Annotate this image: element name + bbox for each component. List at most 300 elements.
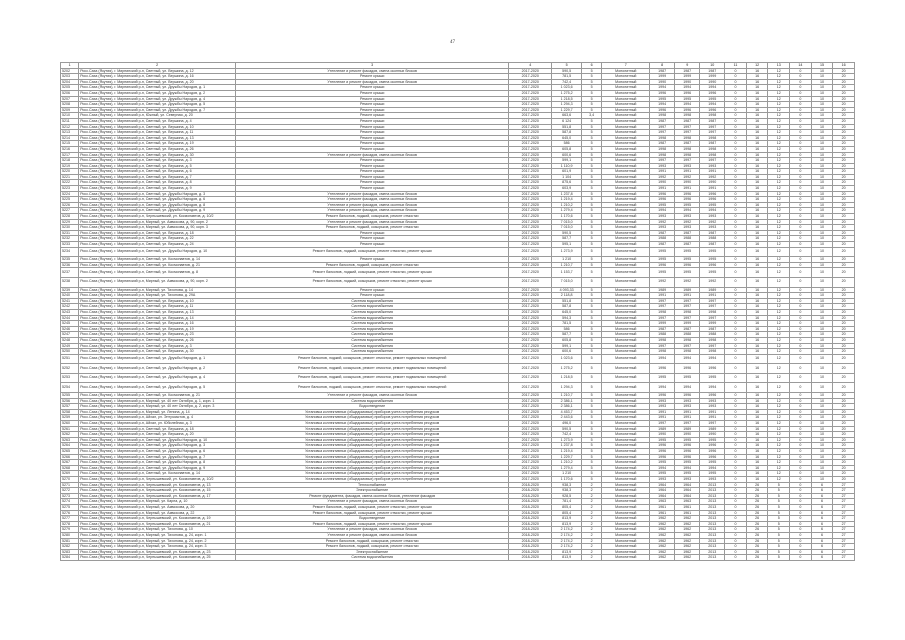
value-cell: 6 xyxy=(811,544,833,550)
value-cell: 16 xyxy=(746,315,768,321)
value-cell: 12 xyxy=(768,146,790,152)
wall-type-cell: Монолитный xyxy=(602,293,650,299)
floors-cell: 5 xyxy=(581,68,601,74)
address-cell: Росс.Саха (Якутия), г. Мирнинский р-н, Чернышевский, ул. Космонавтов, д. 13 xyxy=(79,482,236,488)
value-cell: 20 xyxy=(833,79,855,85)
period-cell: 2017-2020 xyxy=(509,135,552,141)
floors-cell: 5 xyxy=(581,293,601,299)
year-commissioned-cell: 1993 xyxy=(675,214,700,220)
value-cell: 0 xyxy=(725,257,747,263)
value-cell: 12 xyxy=(768,268,790,278)
year-repair-cell: 1995 xyxy=(700,268,725,278)
value-cell: 0 xyxy=(790,454,812,460)
year-repair-cell: 2013 xyxy=(700,482,725,488)
period-cell: 2017-2020 xyxy=(509,141,552,147)
value-cell: 20 xyxy=(833,158,855,164)
row-number: 5258 xyxy=(61,409,79,415)
year-built-cell: 1990 xyxy=(650,79,675,85)
floors-cell: 5 xyxy=(581,135,601,141)
work-type-cell: Ремонт крыши xyxy=(236,85,509,91)
year-commissioned-cell: 1992 xyxy=(675,277,700,287)
value-cell: 10 xyxy=(811,309,833,315)
value-cell: 6 xyxy=(811,516,833,522)
value-cell: 0 xyxy=(725,527,747,533)
value-cell: 16 xyxy=(746,85,768,91)
value-cell: 0 xyxy=(790,354,812,364)
address-cell: Росс.Саха (Якутия), г. Мирнинский р-н, Светлый, ул. Дружбы Народов, д. 8 xyxy=(79,460,236,466)
value-cell: 0 xyxy=(790,449,812,455)
value-cell: 16 xyxy=(746,96,768,102)
area-cell: 645,0 xyxy=(552,309,582,315)
address-cell: Росс.Саха (Якутия), г. Мирнинский р-н, Светлый, ул. Вершина, д. 26 xyxy=(79,337,236,343)
value-cell: 10 xyxy=(811,393,833,399)
year-commissioned-cell: 1997 xyxy=(675,421,700,427)
period-cell: 2017-2020 xyxy=(509,454,552,460)
year-commissioned-cell: 1993 xyxy=(675,225,700,231)
period-cell: 2018-2020 xyxy=(509,555,552,561)
period-cell: 2017-2020 xyxy=(509,398,552,404)
year-commissioned-cell: 1998 xyxy=(675,349,700,355)
work-type-cell: Система водоснабжения xyxy=(236,321,509,327)
value-cell: 0 xyxy=(790,415,812,421)
floors-cell: 2 xyxy=(581,516,601,522)
year-repair-cell: 1999 xyxy=(700,321,725,327)
value-cell: 0 xyxy=(790,364,812,374)
floors-cell: 5 xyxy=(581,180,601,186)
year-commissioned-cell: 1996 xyxy=(675,449,700,455)
wall-type-cell: Монолитный xyxy=(602,268,650,278)
area-cell: 805,4 xyxy=(552,504,582,510)
value-cell: 20 xyxy=(833,163,855,169)
floors-cell: 5 xyxy=(581,454,601,460)
value-cell: 0 xyxy=(790,163,812,169)
work-type-cell: Утепление и ремонт фасадов, смена оконных блоков xyxy=(236,208,509,214)
row-number: 5202 xyxy=(61,68,79,74)
period-cell: 2017-2020 xyxy=(509,432,552,438)
value-cell: 0 xyxy=(725,476,747,482)
work-type-cell: Ремонт балконов, лоджий, козырьков, ремонт отмостки, ремонт крыши xyxy=(236,504,509,510)
address-cell: Росс.Саха (Якутия), г. Мирнинский р-н, Мирный, ул. 40 лет Октября, д. 2, корп. 3 xyxy=(79,404,236,410)
floors-cell: 5 xyxy=(581,321,601,327)
row-number: 5265 xyxy=(61,449,79,455)
value-cell: 26 xyxy=(746,493,768,499)
value-cell: 26 xyxy=(746,555,768,561)
row-number: 5206 xyxy=(61,90,79,96)
work-type-cell: Утепление и ремонт фасадов, смена оконных блоков xyxy=(236,219,509,225)
year-repair-cell: 1996 xyxy=(700,191,725,197)
row-number: 5256 xyxy=(61,398,79,404)
value-cell: 12 xyxy=(768,332,790,338)
value-cell: 16 xyxy=(746,135,768,141)
value-cell: 0 xyxy=(725,304,747,310)
address-cell: Росс.Саха (Якутия), г. Мирнинский р-н, Светлый, ул. Вершина, д. 6 xyxy=(79,169,236,175)
value-cell: 20 xyxy=(833,364,855,374)
row-number: 5229 xyxy=(61,219,79,225)
period-cell: 2017-2020 xyxy=(509,257,552,263)
row-number: 5226 xyxy=(61,202,79,208)
period-cell: 2017-2020 xyxy=(509,315,552,321)
value-cell: 16 xyxy=(746,141,768,147)
value-cell: 0 xyxy=(725,332,747,338)
year-repair-cell: 1993 xyxy=(700,398,725,404)
row-number: 5264 xyxy=(61,443,79,449)
period-cell: 2018-2020 xyxy=(509,499,552,505)
year-commissioned-cell: 1997 xyxy=(675,298,700,304)
address-cell: Росс.Саха (Якутия), г. Мирнинский р-н, Чернышевский, ул. Космонавтов, д. 10/2 xyxy=(79,214,236,220)
value-cell: 0 xyxy=(790,409,812,415)
value-cell: 0 xyxy=(725,191,747,197)
year-commissioned-cell: 1992 xyxy=(675,219,700,225)
value-cell: 10 xyxy=(811,443,833,449)
value-cell: 12 xyxy=(768,118,790,124)
period-cell: 2017-2020 xyxy=(509,437,552,443)
floors-cell: 2 xyxy=(581,499,601,505)
area-cell: 1 104 xyxy=(552,174,582,180)
row-number: 5247 xyxy=(61,332,79,338)
floors-cell: 5 xyxy=(581,426,601,432)
column-header: 11 xyxy=(725,63,747,69)
value-cell: 20 xyxy=(833,287,855,293)
value-cell: 0 xyxy=(725,549,747,555)
value-cell: 20 xyxy=(833,449,855,455)
address-cell: Росс.Саха (Якутия), г. Мирнинский р-н, Светлый, ул. Вершина, д. 3 xyxy=(79,343,236,349)
value-cell: 16 xyxy=(746,197,768,203)
value-cell: 10 xyxy=(811,398,833,404)
value-cell: 16 xyxy=(746,415,768,421)
row-number: 5277 xyxy=(61,516,79,522)
value-cell: 12 xyxy=(768,364,790,374)
value-cell: 0 xyxy=(725,268,747,278)
wall-type-cell: Монолитный xyxy=(602,415,650,421)
work-type-cell: Установка коллективных (общедомовых) приборов учета потребления ресурсов xyxy=(236,460,509,466)
wall-type-cell: Монолитный xyxy=(602,476,650,482)
year-commissioned-cell: 1996 xyxy=(675,90,700,96)
wall-type-cell: Монолитный xyxy=(602,219,650,225)
row-number: 5224 xyxy=(61,191,79,197)
value-cell: 0 xyxy=(790,202,812,208)
value-cell: 20 xyxy=(833,262,855,268)
floors-cell: 5 xyxy=(581,398,601,404)
row-number: 5207 xyxy=(61,96,79,102)
value-cell: 0 xyxy=(725,163,747,169)
wall-type-cell: Монолитный xyxy=(602,383,650,393)
value-cell: 20 xyxy=(833,471,855,477)
value-cell: 20 xyxy=(833,107,855,113)
address-cell: Росс.Саха (Якутия), г. Мирнинский р-н, Светлый, ул. Дружбы Народов, д. 5 xyxy=(79,102,236,108)
value-cell: 27 xyxy=(833,527,855,533)
value-cell: 0 xyxy=(790,113,812,119)
address-cell: Росс.Саха (Якутия), г. Мирнинский р-н, Светлый, ул. Вершина, д. 16 xyxy=(79,74,236,80)
work-type-cell: Ремонт крыши xyxy=(236,141,509,147)
address-cell: Росс.Саха (Якутия), г. Мирнинский р-н, Светлый, ул. Вершина, д. 22 xyxy=(79,236,236,242)
year-repair-cell: 1996 xyxy=(700,90,725,96)
value-cell: 12 xyxy=(768,247,790,257)
year-repair-cell: 2013 xyxy=(700,538,725,544)
address-cell: Росс.Саха (Якутия), г. Мирнинский р-н, Светлый, ул. Вершина, д. 4 xyxy=(79,118,236,124)
year-commissioned-cell: 1987 xyxy=(675,242,700,248)
value-cell: 20 xyxy=(833,247,855,257)
floors-cell: 2 xyxy=(581,488,601,494)
wall-type-cell: Монолитный xyxy=(602,454,650,460)
value-cell: 10 xyxy=(811,107,833,113)
wall-type-cell: Монолитный xyxy=(602,364,650,374)
year-repair-cell: 1987 xyxy=(700,118,725,124)
value-cell: 20 xyxy=(833,219,855,225)
table-row xyxy=(61,268,855,278)
value-cell: 0 xyxy=(790,471,812,477)
value-cell: 16 xyxy=(746,219,768,225)
value-cell: 20 xyxy=(833,373,855,383)
table-row xyxy=(61,247,855,257)
year-repair-cell: 1994 xyxy=(700,85,725,91)
year-commissioned-cell: 1990 xyxy=(675,180,700,186)
value-cell: 0 xyxy=(790,124,812,130)
work-type-cell: Ремонт крыши xyxy=(236,257,509,263)
wall-type-cell: Монолитный xyxy=(602,169,650,175)
area-cell: 1 229,7 xyxy=(552,454,582,460)
year-commissioned-cell: 1994 xyxy=(675,354,700,364)
value-cell: 12 xyxy=(768,174,790,180)
value-cell: 20 xyxy=(833,191,855,197)
work-type-cell: Система водоснабжения xyxy=(236,309,509,315)
value-cell: 0 xyxy=(725,130,747,136)
address-cell: Росс.Саха (Якутия), г. Мирнинский р-н, Мирный, ул. Тихонова, д. 24, корп. 1 xyxy=(79,532,236,538)
year-repair-cell: 2013 xyxy=(700,521,725,527)
value-cell: 16 xyxy=(746,202,768,208)
period-cell: 2017-2020 xyxy=(509,471,552,477)
area-cell: 1 218,5 xyxy=(552,96,582,102)
period-cell: 2017-2020 xyxy=(509,174,552,180)
floors-cell: 5 xyxy=(581,257,601,263)
period-cell: 2017-2020 xyxy=(509,332,552,338)
period-cell: 2017-2020 xyxy=(509,337,552,343)
year-repair-cell: 1988 xyxy=(700,236,725,242)
floors-cell: 2 xyxy=(581,493,601,499)
year-commissioned-cell: 1997 xyxy=(675,315,700,321)
work-type-cell: Установка коллективных (общедомовых) приборов учета потребления ресурсов xyxy=(236,454,509,460)
area-cell: 813,9 xyxy=(552,555,582,561)
period-cell: 2018-2020 xyxy=(509,544,552,550)
row-number: 5261 xyxy=(61,426,79,432)
value-cell: 12 xyxy=(768,326,790,332)
year-commissioned-cell: 1995 xyxy=(675,257,700,263)
work-type-cell: Утепление и ремонт фасадов, смена оконных блоков xyxy=(236,527,509,533)
value-cell: 0 xyxy=(725,118,747,124)
value-cell: 0 xyxy=(790,465,812,471)
work-type-cell: Ремонт крыши xyxy=(236,158,509,164)
floors-cell: 5 xyxy=(581,124,601,130)
wall-type-cell: Монолитный xyxy=(602,349,650,355)
year-repair-cell: 1991 xyxy=(700,186,725,192)
floors-cell: 5 xyxy=(581,186,601,192)
year-built-cell: 1994 xyxy=(650,383,675,393)
floors-cell: 5 xyxy=(581,421,601,427)
value-cell: 12 xyxy=(768,257,790,263)
value-cell: 0 xyxy=(725,516,747,522)
wall-type-cell: Монолитный xyxy=(602,332,650,338)
address-cell: Росс.Саха (Якутия), г. Мирнинский р-н, Светлый, ул. Вершина, д. 19 xyxy=(79,141,236,147)
row-number: 5278 xyxy=(61,521,79,527)
year-repair-cell: 2013 xyxy=(700,504,725,510)
period-cell: 2017-2020 xyxy=(509,79,552,85)
year-commissioned-cell: 1987 xyxy=(675,68,700,74)
value-cell: 16 xyxy=(746,460,768,466)
wall-type-cell: Монолитный xyxy=(602,236,650,242)
row-number: 5222 xyxy=(61,180,79,186)
column-header: 7 xyxy=(602,63,650,69)
area-cell: 1 023,6 xyxy=(552,354,582,364)
value-cell: 20 xyxy=(833,460,855,466)
year-repair-cell: 1987 xyxy=(700,141,725,147)
year-repair-cell: 1992 xyxy=(700,174,725,180)
area-cell: 813,9 xyxy=(552,549,582,555)
period-cell: 2017-2020 xyxy=(509,74,552,80)
value-cell: 0 xyxy=(725,504,747,510)
year-built-cell: 1999 xyxy=(650,321,675,327)
floors-cell: 5 xyxy=(581,354,601,364)
value-cell: 10 xyxy=(811,85,833,91)
year-built-cell: 1962 xyxy=(650,555,675,561)
value-cell: 27 xyxy=(833,499,855,505)
value-cell: 20 xyxy=(833,309,855,315)
area-cell: 1 219,4 xyxy=(552,449,582,455)
period-cell: 2017-2020 xyxy=(509,460,552,466)
year-repair-cell: 1989 xyxy=(700,426,725,432)
address-cell: Росс.Саха (Якутия), г. Мирнинский р-н, Светлый, ул. Вершина, д. 20 xyxy=(79,79,236,85)
address-cell: Росс.Саха (Якутия), г. Мирнинский р-н, Светлый, ул. Дружбы Народов, д. 1 xyxy=(79,85,236,91)
value-cell: 5 xyxy=(768,510,790,516)
year-commissioned-cell: 1992 xyxy=(675,174,700,180)
floors-cell: 5 xyxy=(581,152,601,158)
value-cell: 12 xyxy=(768,169,790,175)
value-cell: 12 xyxy=(768,96,790,102)
floors-cell: 5 xyxy=(581,373,601,383)
row-number: 5252 xyxy=(61,364,79,374)
area-cell: 587,8 xyxy=(552,130,582,136)
period-cell: 2017-2020 xyxy=(509,85,552,91)
value-cell: 0 xyxy=(790,225,812,231)
row-number: 5272 xyxy=(61,488,79,494)
work-type-cell: Система водоснабжения xyxy=(236,337,509,343)
row-number: 5275 xyxy=(61,504,79,510)
floors-cell: 5 xyxy=(581,219,601,225)
value-cell: 20 xyxy=(833,225,855,231)
year-built-cell: 1993 xyxy=(650,398,675,404)
year-built-cell: 1987 xyxy=(650,68,675,74)
row-number: 5213 xyxy=(61,130,79,136)
year-built-cell: 1996 xyxy=(650,393,675,399)
row-number: 5209 xyxy=(61,107,79,113)
address-cell: Росс.Саха (Якутия), г. Мирнинский р-н, Светлый, ул. Вершина, д. 13 xyxy=(79,309,236,315)
value-cell: 10 xyxy=(811,426,833,432)
value-cell: 16 xyxy=(746,354,768,364)
work-type-cell: Установка коллективных (общедомовых) приборов учета потребления ресурсов xyxy=(236,471,509,477)
work-type-cell: Система водоснабжения xyxy=(236,555,509,561)
row-number: 5210 xyxy=(61,113,79,119)
value-cell: 12 xyxy=(768,141,790,147)
year-built-cell: 1992 xyxy=(650,219,675,225)
floors-cell: 5 xyxy=(581,102,601,108)
floors-cell: 5 xyxy=(581,326,601,332)
address-cell: Росс.Саха (Якутия), г. Мирнинский р-н, Айхал, ул. Энтузиастов, д. 4 xyxy=(79,415,236,421)
value-cell: 10 xyxy=(811,349,833,355)
year-commissioned-cell: 1991 xyxy=(675,293,700,299)
area-cell: 663,6 xyxy=(552,113,582,119)
year-commissioned-cell: 1962 xyxy=(675,532,700,538)
value-cell: 10 xyxy=(811,180,833,186)
table-body xyxy=(61,68,855,560)
year-commissioned-cell: 1997 xyxy=(675,130,700,136)
wall-type-cell: Монолитный xyxy=(602,343,650,349)
value-cell: 10 xyxy=(811,202,833,208)
value-cell: 16 xyxy=(746,262,768,268)
value-cell: 16 xyxy=(746,236,768,242)
value-cell: 12 xyxy=(768,293,790,299)
year-built-cell: 1997 xyxy=(650,315,675,321)
address-cell: Росс.Саха (Якутия), г. Мирнинский р-н, Светлый, ул. Вершина, д. 19 xyxy=(79,326,236,332)
floors-cell: 2 xyxy=(581,521,601,527)
value-cell: 0 xyxy=(790,102,812,108)
wall-type-cell: Монолитный xyxy=(602,85,650,91)
wall-type-cell: Монолитный xyxy=(602,504,650,510)
value-cell: 27 xyxy=(833,532,855,538)
value-cell: 20 xyxy=(833,343,855,349)
work-type-cell: Утепление и ремонт фасадов, смена оконных блоков xyxy=(236,152,509,158)
area-cell: 781,4 xyxy=(552,499,582,505)
value-cell: 10 xyxy=(811,460,833,466)
area-cell: 590,5 xyxy=(552,230,582,236)
area-cell: 781,5 xyxy=(552,321,582,327)
value-cell: 12 xyxy=(768,230,790,236)
period-cell: 2017-2020 xyxy=(509,309,552,315)
work-type-cell: Ремонт крыши xyxy=(236,107,509,113)
year-built-cell: 1991 xyxy=(650,409,675,415)
address-cell: Росс.Саха (Якутия), г. Мирнинский р-н, Светлый, ул. Вершина, д. 26 xyxy=(79,146,236,152)
value-cell: 5 xyxy=(768,538,790,544)
period-cell: 2018-2020 xyxy=(509,532,552,538)
wall-type-cell: Монолитный xyxy=(602,124,650,130)
value-cell: 0 xyxy=(790,191,812,197)
address-cell: Росс.Саха (Якутия), г. Мирнинский р-н, Светлый, ул. Дружбы Народов, д. 6 xyxy=(79,449,236,455)
value-cell: 0 xyxy=(725,315,747,321)
year-built-cell: 1997 xyxy=(650,421,675,427)
floors-cell: 5 xyxy=(581,287,601,293)
value-cell: 0 xyxy=(790,437,812,443)
value-cell: 0 xyxy=(725,555,747,561)
value-cell: 0 xyxy=(790,544,812,550)
value-cell: 6 xyxy=(811,527,833,533)
value-cell: 26 xyxy=(746,538,768,544)
wall-type-cell: Монолитный xyxy=(602,426,650,432)
year-built-cell: 1991 xyxy=(650,293,675,299)
row-number: 5230 xyxy=(61,225,79,231)
work-type-cell: Утепление и ремонт фасадов, смена оконных блоков xyxy=(236,202,509,208)
row-number: 5237 xyxy=(61,268,79,278)
year-repair-cell: 1991 xyxy=(700,293,725,299)
value-cell: 6 xyxy=(811,493,833,499)
row-number: 5283 xyxy=(61,549,79,555)
row-number: 5251 xyxy=(61,354,79,364)
address-cell: Росс.Саха (Якутия), г. Мирнинский р-н, Чернышевский, ул. Космонавтов, д. 25 xyxy=(79,555,236,561)
value-cell: 0 xyxy=(790,504,812,510)
period-cell: 2017-2020 xyxy=(509,230,552,236)
address-cell: Росс.Саха (Якутия), г. Мирнинский р-н, Айхал, ул. Юбилейная, д. 3 xyxy=(79,421,236,427)
work-type-cell: Ремонт крыши xyxy=(236,102,509,108)
year-commissioned-cell: 1994 xyxy=(675,102,700,108)
address-cell: Росс.Саха (Якутия), г. Мирнинский р-н, Светлый, ул. Дружбы Народов, д. 6 xyxy=(79,197,236,203)
floors-cell: 5 xyxy=(581,309,601,315)
value-cell: 0 xyxy=(725,437,747,443)
